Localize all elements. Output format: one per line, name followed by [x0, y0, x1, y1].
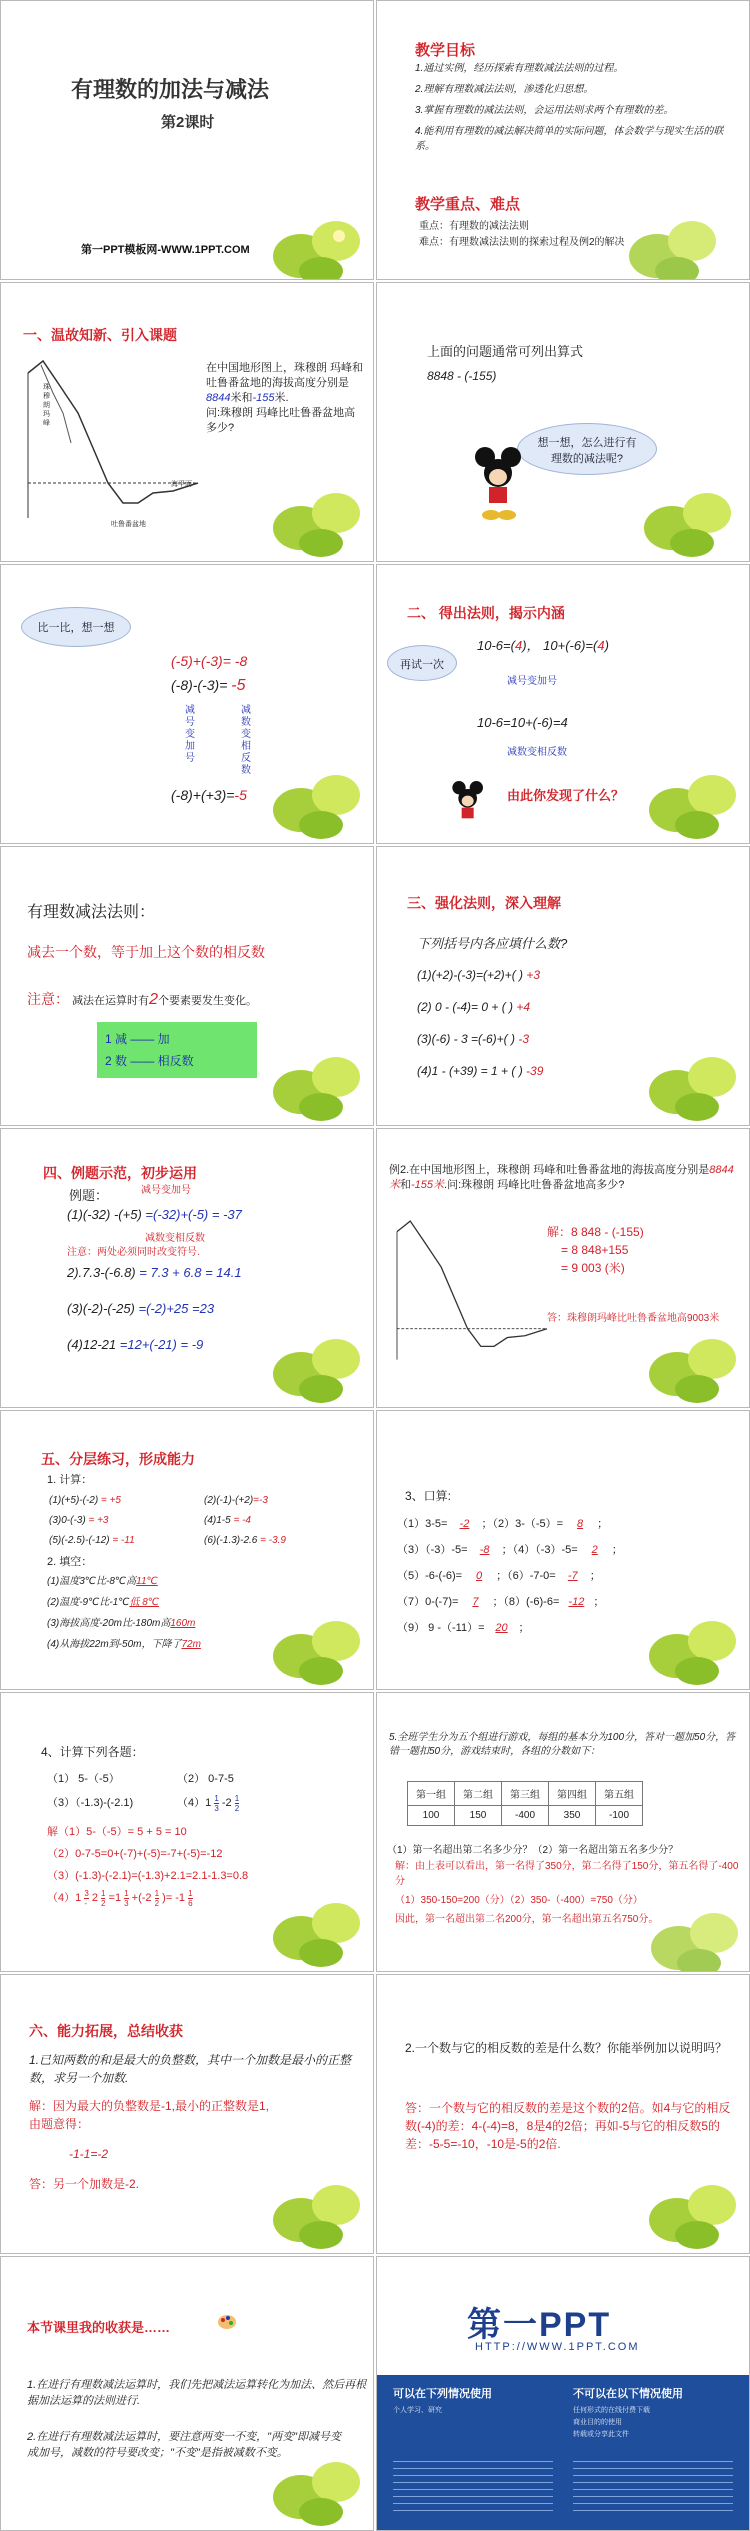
derive-question: 由此你发现了什么？	[507, 788, 625, 803]
calc-q-row-2	[47, 1791, 347, 1815]
expression: 8848 - (-155)	[427, 369, 497, 383]
rule-heading: 有理数减法法则：	[27, 904, 156, 921]
mental-a-4: 2	[591, 1544, 598, 1556]
example-4b: =12+(-21)	[119, 1337, 177, 1352]
mental-row-2	[397, 1537, 747, 1563]
flower-decoration	[632, 473, 742, 562]
derive-eq-1c: )，	[522, 638, 540, 653]
slide-brand	[376, 2256, 750, 2531]
mental-a-1: -2	[459, 1518, 470, 1530]
slide-reinforce	[376, 846, 750, 1126]
scores-sol-3: 因此，第一名超出第二名200分，第一名超出第五名750分。	[395, 1914, 659, 1925]
mental-q-8: ；（8）(-6)-6=	[492, 1596, 560, 1608]
example-1	[67, 1207, 242, 1222]
link-list-right	[573, 2455, 733, 2515]
slide-title	[0, 0, 374, 280]
derive-label-1: 减号变加号	[507, 676, 557, 687]
th-3: 第三组	[502, 1782, 549, 1806]
q4-minus: -	[221, 1797, 226, 1809]
flower-decoration	[261, 1037, 371, 1126]
mental-q-9: （9） 9 -（-11）=	[397, 1622, 485, 1634]
example-2c: = 14.1	[205, 1265, 242, 1280]
example-3a: (3)(-2)-(-25)	[67, 1301, 135, 1316]
think-bubble	[517, 423, 657, 475]
mental-a-5: 0	[476, 1570, 483, 1582]
calc-1-a: = +5	[100, 1495, 121, 1506]
example-4a: (4)12-21	[67, 1337, 117, 1352]
example2-solution	[547, 1223, 644, 1277]
a4-frac-4	[155, 1889, 159, 1908]
compare-eq-3	[171, 787, 247, 803]
reinforce-a-4: -39	[526, 1064, 544, 1078]
link-list-left	[393, 2455, 553, 2515]
compare-eq-1-text: (-5)+(-3)= -8	[171, 653, 248, 669]
a4-p10: +(-2	[131, 1892, 152, 1904]
calc-1-q: (1)(+5)-(-2)	[49, 1495, 99, 1506]
reinforce-row-3	[417, 1023, 543, 1055]
calc-q-4-fraction-2	[235, 1794, 239, 1813]
title-main: 有理数的加法与减法	[71, 77, 270, 102]
fill-4-q: (4)从海拔22m到-50m，下降了	[47, 1639, 182, 1650]
slide-rule	[0, 846, 374, 1126]
mountain-diagram	[23, 353, 203, 523]
slide-example-2	[376, 1128, 750, 1408]
calc-q-row-1	[47, 1767, 347, 1791]
a4-p13: )= -1	[162, 1892, 186, 1904]
flower-decoration	[261, 755, 371, 844]
slide-game-scores	[376, 1692, 750, 1972]
review-heading: 一、温故知新、引入课题	[23, 327, 177, 343]
value-everest: 8844	[206, 392, 231, 404]
mental-q-7: （7）0-(-7)=	[397, 1596, 459, 1608]
expression-intro: 上面的问题通常可列出算式	[427, 344, 584, 359]
mental-sep-3: ；	[589, 1570, 601, 1582]
a4-p15: 6	[188, 1898, 193, 1908]
calc-a-2: （2）0-7-5=0+(-7)+(-5)=-7+(-5)=-12	[47, 1848, 223, 1860]
a4-frac-3	[124, 1889, 128, 1908]
calc-1	[49, 1491, 204, 1511]
mickey-icon	[467, 443, 527, 523]
flower-decoration	[261, 473, 371, 562]
fill-1-a: 11℃	[136, 1576, 158, 1587]
flower-decoration	[261, 1883, 371, 1972]
basin-label: 吐鲁番盆地	[111, 521, 146, 528]
reinforce-intro: 下列括号内各应填什么数?	[417, 936, 568, 951]
a4-p14: 1	[188, 1888, 193, 1898]
scores-value-row	[408, 1806, 643, 1826]
compare-eq-1	[171, 653, 247, 669]
calc-5-q: (5)(-2.5)-(-12)	[49, 1535, 110, 1546]
practice-part-2: 2. 填空：	[47, 1556, 93, 1568]
practice-calc-grid	[49, 1491, 369, 1551]
example2-sol-3: = 9 003 (米)	[561, 1261, 625, 1275]
fill-1-q: (1)温度3℃比-8℃高	[47, 1576, 137, 1587]
compare-bubble-text: 比一比，想一想	[37, 622, 115, 634]
flower-decoration	[637, 1601, 747, 1690]
brand-logo: 第一PPT	[467, 2306, 612, 2344]
slide-mental	[376, 1410, 750, 1690]
calc-5	[49, 1531, 204, 1551]
a4-p2: 3	[84, 1888, 89, 1898]
calc-2-a: =-3	[253, 1495, 268, 1506]
a4-p1: 1	[75, 1892, 82, 1904]
a4-p9: 3	[124, 1898, 129, 1908]
example2-value-1: 8844米	[389, 1164, 734, 1191]
q4-whole: 2	[225, 1797, 232, 1809]
slide-extension	[0, 1974, 374, 2254]
fill-2-a: 低 8℃	[129, 1597, 160, 1608]
mental-q-3: （3）（-3）-5=	[397, 1544, 468, 1556]
extension-answer: 答：另一个加数是-2.	[29, 2177, 140, 2191]
retry-bubble-text: 再试一次	[400, 659, 444, 671]
calc-4-q: (4)1-5	[204, 1515, 231, 1526]
flower-decoration	[261, 2442, 371, 2531]
summary-point-1: 1.在进行有理数减法运算时，我们先把减法运算转化为加法、然后再根据加法运算的法则进行.	[27, 2379, 367, 2407]
example-1b: -(+5)	[113, 1207, 142, 1222]
examples-label: 例题：	[69, 1188, 109, 1203]
mental-a-6: -7	[567, 1570, 578, 1582]
brand-url[interactable]: HTTP://WWW.1PPT.COM	[475, 2341, 640, 2353]
calculate-heading: 4、计算下列各题：	[41, 1745, 144, 1759]
reinforce-q-2: (2) 0 - (-4)= 0 + ( )	[417, 1000, 514, 1014]
goal-2: 2.理解有理数减法法则，渗透化归思想。	[415, 84, 594, 95]
slide-objectives	[376, 0, 750, 280]
derive-label-2: 减数变相反数	[507, 747, 567, 758]
site-text: 第一PPT模板网-WWW.1PPT.COM	[81, 244, 250, 256]
extension-sol-1: 解：因为最大的负整数是-1,最小的正整数是1,	[29, 2099, 270, 2113]
mental-q-4: ；（4）（-3）-5=	[501, 1544, 578, 1556]
example-3b: =(-2)+25	[138, 1301, 189, 1316]
allowed-item-1: 个人学习、研究	[393, 2407, 442, 2414]
derive-eq-2b: 4	[597, 638, 605, 653]
calc-q-2: （2） 0-7-5	[177, 1773, 234, 1785]
mental-heading: 3、口算:	[405, 1489, 452, 1503]
review-text	[206, 361, 366, 436]
mental-sep-2: ；	[611, 1544, 623, 1556]
fill-2-q: (2)温度-9℃比-1℃	[47, 1597, 130, 1608]
key-point: 重点：有理数的减法法则	[419, 221, 529, 232]
extension-question: 1.已知两数的和是最大的负整数，其中一个加数是最小的正整数，求另一个加数.	[29, 2053, 352, 2085]
example-4c: = -9	[180, 1337, 204, 1352]
calc-3-q: (3)0-(-3)	[49, 1515, 86, 1526]
td-4: 350	[549, 1806, 596, 1826]
a4-frac-5	[188, 1889, 192, 1908]
example2-sol-2: = 8 848+155	[561, 1243, 629, 1257]
calc-6-a: = -3.9	[260, 1535, 286, 1546]
reinforce-list	[417, 959, 543, 1087]
slide-examples	[0, 1128, 374, 1408]
summary-point-2: 2.在进行有理数减法运算时，要注意两变一不变，"两变"即减号变成加号，减数的符号要改变；"不变"是指被减数不变。	[27, 2431, 341, 2459]
compare-eq-2-text: (-8)-(-3)=	[171, 677, 228, 693]
fill-4-a: 72m	[181, 1639, 201, 1650]
example2-text-1: 例2.在中国地形图上，珠穆朗 玛峰和吐鲁番盆地的海拔高度分别是	[389, 1164, 710, 1176]
a4-frac-2	[101, 1889, 105, 1908]
extension-sol-2: 由题意得：	[29, 2117, 90, 2131]
label-opposite: 减数变相反数	[241, 705, 251, 776]
calc-a-3: （3）(-1.3)-(-2.1)=(-1.3)+2.1=2.1-1.3=0.8	[47, 1870, 249, 1882]
calc-q-4-fraction	[214, 1794, 218, 1813]
calc-3-a: = +3	[88, 1515, 109, 1526]
value-basin: -155	[252, 392, 275, 404]
keypoints-heading: 教学重点、难点	[415, 196, 521, 213]
compare-bubble	[21, 607, 131, 647]
fill-1	[47, 1571, 201, 1592]
td-3: -400	[502, 1806, 549, 1826]
calculate-answers	[47, 1821, 248, 1909]
a4-p4: 2	[91, 1892, 98, 1904]
examples-heading: 四、例题示范，初步运用	[43, 1165, 197, 1181]
mental-a-2: 8	[577, 1518, 584, 1530]
reinforce-q-1: (1)(+2)-(-3)=(+2)+( )	[417, 968, 524, 982]
calc-q-1: （1） 5-（-5）	[47, 1773, 120, 1785]
not-allowed-item-2: 商业目的的使用	[573, 2419, 622, 2426]
scores-header-row	[408, 1782, 643, 1806]
note-label: 注意：	[27, 991, 69, 1007]
extension-sol-3: -1-1=-2	[69, 2147, 109, 2161]
a4-p11: 1	[154, 1888, 160, 1898]
flower-decoration	[639, 1893, 749, 1972]
calculate-questions	[47, 1767, 347, 1815]
calc-a-4	[47, 1887, 248, 1909]
palette-icon	[217, 2313, 237, 2331]
example-1a: (1)(-32)	[67, 1207, 111, 1222]
review-text-1: 在中国地形图上，珠穆朗 玛峰和吐鲁番盆地的海拔高度分别是	[206, 362, 364, 389]
q4-den-1: 3	[214, 1803, 219, 1813]
mental-q-1: （1）3-5=	[397, 1518, 448, 1530]
mickey-icon	[447, 775, 487, 835]
calc-a-4-label: （4）	[47, 1892, 76, 1904]
example2-value-2: -155米	[411, 1179, 445, 1191]
practice-heading: 五、分层练习，形成能力	[41, 1451, 195, 1467]
mental-a-7: 7	[472, 1596, 479, 1608]
reinforce-a-2: +4	[516, 1000, 531, 1014]
sea-level-label: 海平面	[171, 481, 192, 488]
objectives-list	[415, 61, 735, 154]
opposite-answer: 答：一个数与它的相反数的差是这个数的2倍。如4与它的相反数(-4)的差：4-(-4)=8，8是4的2倍；再如-5与它的相反数5的差：-5-5=-10，-10是-5的2倍.	[405, 2101, 731, 2151]
example-1d: = -37	[211, 1207, 242, 1222]
flower-decoration	[261, 1601, 371, 1690]
allowed-title: 可以在下列情况使用	[393, 2388, 492, 2400]
td-5: -100	[596, 1806, 643, 1826]
example2-sol-1: 解：8 848 - (-155)	[547, 1225, 644, 1239]
calc-2-q: (2)(-1)-(+2)	[204, 1495, 254, 1506]
mental-a-9: 20	[495, 1622, 508, 1634]
calc-a-1: 解（1）5-（-5）= 5 + 5 = 10	[47, 1826, 187, 1838]
th-4: 第四组	[549, 1782, 596, 1806]
fill-2	[47, 1592, 201, 1613]
th-1: 第一组	[408, 1782, 455, 1806]
flower-decoration	[637, 2165, 747, 2254]
a4-frac-1	[84, 1889, 88, 1908]
reinforce-row-2	[417, 991, 543, 1023]
slide-practice	[0, 1410, 374, 1690]
review-text-2: 米和	[230, 392, 253, 404]
example2-text-2: 和	[400, 1179, 411, 1191]
mental-q-6: ；（6）-7-0=	[496, 1570, 556, 1582]
opposite-question: 2.一个数与它的相反数的差是什么数？你能举例加以说明吗？	[405, 2041, 728, 2055]
example-label-2: 减数变相反数	[145, 1233, 205, 1244]
scores-sol-2: （1）350-150=200（分）（2）350-（-400）=750（分）	[395, 1895, 643, 1906]
q4-den-2: 2	[234, 1803, 240, 1813]
calc-5-a: = -11	[112, 1535, 135, 1546]
compare-eq-2	[171, 677, 246, 695]
slide-review	[0, 282, 374, 562]
example2-question	[389, 1163, 744, 1193]
q4-num-1: 1	[214, 1793, 219, 1803]
a4-p12: 2	[154, 1898, 160, 1908]
fill-3-q: (3)海拔高度-20m比-180m高	[47, 1618, 171, 1629]
calc-4	[204, 1511, 359, 1531]
flower-decoration	[261, 201, 371, 280]
extension-heading: 六、能力拓展，总结收获	[29, 2023, 183, 2039]
practice-fill	[47, 1571, 201, 1655]
review-text-3: 米.	[274, 392, 289, 404]
example-3	[67, 1301, 214, 1316]
mental-a-8: -12	[568, 1596, 585, 1608]
rule-text: 减去一个数，等于加上这个数的相反数	[27, 944, 265, 960]
fill-3-a: 160m	[170, 1618, 196, 1629]
example2-answer: 答：珠穆朗玛峰比吐鲁番盆地高9003米	[547, 1313, 720, 1324]
calc-6	[204, 1531, 359, 1551]
mental-q-2: ；（2）3-（-5）=	[481, 1518, 564, 1530]
reinforce-a-1: +3	[526, 968, 541, 982]
mental-row-3	[397, 1563, 747, 1589]
slide-rule-derive	[376, 564, 750, 844]
think-bubble-text: 想一想，怎么进行有理数的减法呢?	[537, 437, 637, 465]
title-sub: 第2课时	[161, 114, 215, 131]
calc-q-4: （4）1	[177, 1797, 212, 1809]
not-allowed-title: 不可以在以下情况使用	[573, 2388, 683, 2400]
scores-table	[407, 1781, 643, 1826]
mental-sep-5: ；	[518, 1622, 530, 1634]
calc-2	[204, 1491, 359, 1511]
a4-p7: =1	[108, 1892, 122, 1904]
mountain-diagram	[387, 1214, 557, 1364]
derive-eq-1	[477, 635, 609, 654]
review-question: 问:珠穆朗 玛峰比吐鲁番盆地高多少?	[206, 407, 356, 434]
mental-q-5: （5）-6-(-6)=	[397, 1570, 463, 1582]
derive-eq-1b: 4	[514, 638, 523, 653]
fill-4	[47, 1634, 201, 1655]
flower-decoration	[637, 755, 747, 844]
flower-decoration	[261, 2165, 371, 2254]
reinforce-row-1	[417, 959, 543, 991]
summary-heading: 本节课里我的收获是……	[27, 2320, 171, 2335]
goal-3: 3.掌握有理数的减法法则，会运用法则求两个有理数的差。	[415, 105, 674, 116]
not-allowed-item-3: 转载或分享此文件	[573, 2431, 629, 2438]
calc-q-3: （3）（-1.3)-(-2.1)	[47, 1797, 134, 1809]
q4-num-2: 1	[234, 1793, 240, 1803]
flower-decoration	[617, 201, 727, 280]
example-1c: =(-32)+(-5)	[145, 1207, 209, 1222]
example-2a: 2).7.3-(-6.8)	[67, 1265, 136, 1280]
calc-6-q: (6)(-1.3)-2.6	[204, 1535, 258, 1546]
compare-eq-2-value: -5	[231, 677, 246, 694]
example2-text-3: .问:珠穆朗 玛峰比吐鲁番盆地高多少?	[444, 1179, 625, 1191]
compare-eq-3-text: (-8)+(+3)=	[171, 787, 235, 803]
slide-expression	[376, 282, 750, 562]
reinforce-a-3: -3	[518, 1032, 530, 1046]
a4-p5: 1	[101, 1888, 106, 1898]
not-allowed-item-1: 任何形式的在线付费下载	[573, 2407, 650, 2414]
note-text-2: 个要素要发生变化。	[157, 995, 257, 1007]
fill-3	[47, 1613, 201, 1634]
example-note: 注意：两处必须同时改变符号.	[67, 1247, 200, 1258]
objectives-heading: 教学目标	[415, 42, 476, 59]
slide-compare	[0, 564, 374, 844]
derive-eq-2c: )	[604, 638, 609, 653]
slide-opposite	[376, 1974, 750, 2254]
retry-bubble	[387, 645, 457, 681]
scores-subquestions: （1）第一名超出第二名多少分？（2）第一名超出第五名多少分？	[387, 1845, 679, 1856]
flower-decoration	[261, 1319, 371, 1408]
brand-info-panel	[377, 2375, 750, 2531]
derive-heading: 二、 得出法则，揭示内涵	[407, 605, 565, 621]
reinforce-q-3: (3)(-6) - 3 =(-6)+( )	[417, 1032, 516, 1046]
compare-eq-3-value: -5	[234, 787, 247, 803]
calc-3	[49, 1511, 204, 1531]
th-5: 第五组	[596, 1782, 643, 1806]
example-4	[67, 1337, 203, 1352]
goal-1: 1.通过实例，经历探索有理数减法法则的过程。	[415, 63, 624, 74]
reinforce-row-4	[417, 1055, 543, 1087]
example-2b: = 7.3 + 6.8	[139, 1265, 202, 1280]
scores-sol-1: 解：由上表可以看出，第一名得了350分，第二名得了150分，第五名得了-400分	[395, 1861, 739, 1887]
rule-box-line-2: 2 数 —— 相反数	[105, 1054, 194, 1068]
goal-4: 4.能利用有理数的减法解决简单的实际问题，体会数学与现实生活的联系。	[415, 126, 724, 152]
slide-calculate	[0, 1692, 374, 1972]
rule-box-line-1: 1 减 —— 加	[105, 1032, 170, 1046]
example-3c: =23	[192, 1301, 215, 1316]
reinforce-heading: 三、强化法则，深入理解	[407, 895, 561, 911]
derive-eq-1a: 10-6=(	[477, 638, 515, 653]
slide-summary	[0, 2256, 374, 2531]
scores-question: 5.全班学生分为五个组进行游戏，每组的基本分为100分，答对一题加50分，答错一题扣50分，游戏结束时，各组的分数如下：	[389, 1732, 736, 1757]
th-2: 第二组	[455, 1782, 502, 1806]
td-1: 100	[408, 1806, 455, 1826]
a4-p6: 2	[101, 1898, 106, 1908]
note-number: 2	[149, 991, 158, 1008]
note-text-1: 减法在运算时有	[72, 995, 150, 1007]
a4-p3: -	[84, 1898, 87, 1908]
mental-sep-4: ；	[593, 1596, 605, 1608]
mental-sep-1: ；	[597, 1518, 609, 1530]
calc-4-a: = -4	[233, 1515, 251, 1526]
practice-part-1: 1. 计算：	[47, 1474, 93, 1486]
td-2: 150	[455, 1806, 502, 1826]
example-2	[67, 1265, 242, 1280]
a4-p8: 1	[124, 1888, 129, 1898]
mountain-label: 珠穆朗玛峰	[43, 384, 50, 427]
label-minus-to-plus: 减号变加号	[185, 705, 195, 764]
flower-decoration	[637, 1037, 747, 1126]
example-label-1: 减号变加号	[141, 1185, 191, 1196]
rule-note	[27, 989, 257, 1009]
mental-a-3: -8	[479, 1544, 490, 1556]
mental-row-1	[397, 1511, 747, 1537]
reinforce-q-4: (4)1 - (+39) = 1 + ( )	[417, 1064, 523, 1078]
flower-decoration	[637, 1319, 747, 1408]
difficult-point: 难点：有理数减法法则的探索过程及例2的解决	[419, 237, 625, 248]
rule-box	[97, 1022, 257, 1078]
derive-eq-3: 10-6=10+(-6)=4	[477, 715, 568, 730]
derive-eq-2a: 10+(-6)=(	[543, 638, 598, 653]
